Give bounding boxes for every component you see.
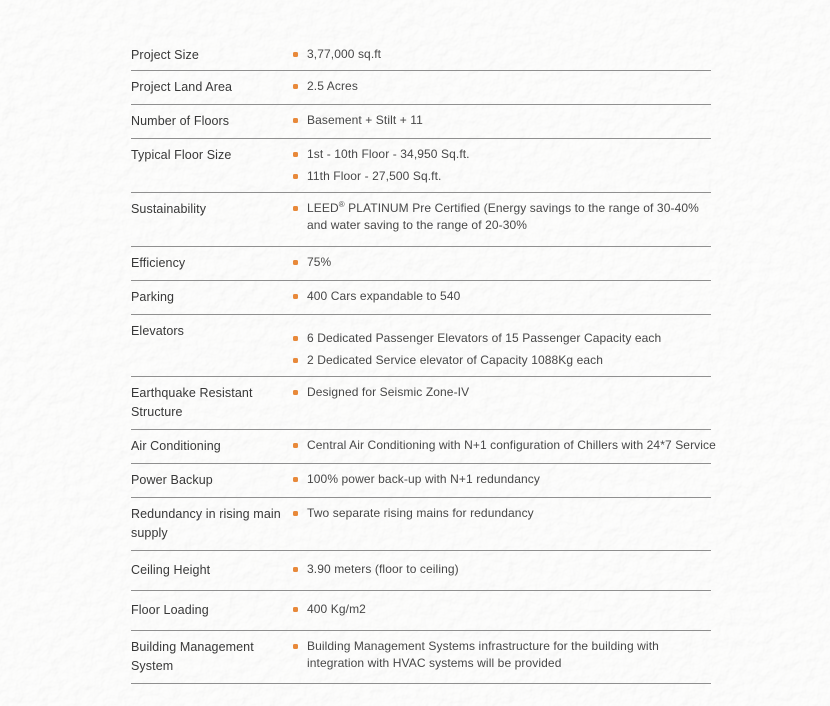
spec-table <box>131 42 716 684</box>
spec-label: Air Conditioning <box>131 439 221 453</box>
bullet-icon <box>293 52 298 57</box>
spec-row <box>131 315 711 377</box>
bullet-icon <box>293 511 298 516</box>
spec-label: Floor Loading <box>131 603 209 617</box>
spec-values <box>291 46 719 63</box>
bullet-icon <box>293 152 298 157</box>
spec-values <box>291 146 719 185</box>
spec-label: Sustainability <box>131 202 207 216</box>
spec-values <box>291 112 719 129</box>
spec-label: Ceiling Height <box>131 563 211 577</box>
spec-values <box>291 322 719 369</box>
spec-label: Number of Floors <box>131 114 230 128</box>
spec-value-item <box>291 46 719 63</box>
spec-row <box>131 591 711 631</box>
spec-values <box>291 254 719 271</box>
spec-label: Parking <box>131 290 175 304</box>
spec-row <box>131 430 716 464</box>
spec-label: Typical Floor Size <box>131 148 232 162</box>
spec-value-text: 2.5 Acres <box>307 79 358 93</box>
bullet-icon <box>293 644 298 649</box>
spec-value-item <box>291 601 719 618</box>
spec-label: Power Backup <box>131 473 213 487</box>
spec-values <box>291 505 719 522</box>
spec-value-item <box>291 146 719 163</box>
bullet-icon <box>293 294 298 299</box>
spec-value-text: 3,77,000 sq.ft <box>307 47 382 61</box>
spec-value-item <box>291 505 719 522</box>
spec-row <box>131 193 711 247</box>
spec-row <box>131 42 711 71</box>
bullet-icon <box>293 477 298 482</box>
spec-value-text: 2 Dedicated Service elevator of Capacity 1088Kg each <box>307 353 604 367</box>
spec-row <box>131 139 711 193</box>
spec-label: Project Size <box>131 48 199 62</box>
spec-row <box>131 247 711 281</box>
spec-row <box>131 631 711 684</box>
spec-row <box>131 105 711 139</box>
spec-value-item <box>291 471 719 488</box>
spec-values <box>291 471 719 488</box>
spec-value-item <box>291 561 719 578</box>
spec-label: Earthquake Resistant Structure <box>131 386 253 419</box>
spec-value-item <box>291 288 719 305</box>
spec-row <box>131 498 711 551</box>
bullet-icon <box>293 358 298 363</box>
spec-label: Elevators <box>131 324 185 338</box>
spec-values <box>291 78 719 95</box>
spec-label: Project Land Area <box>131 80 233 94</box>
bullet-icon <box>293 390 298 395</box>
spec-label: Efficiency <box>131 256 186 270</box>
bullet-icon <box>293 206 298 211</box>
spec-values <box>291 437 719 454</box>
spec-value-text: 75% <box>307 255 332 269</box>
spec-value-text: Two separate rising mains for redundancy <box>307 506 534 520</box>
bullet-icon <box>293 443 298 448</box>
bullet-icon <box>293 84 298 89</box>
spec-value-item <box>291 78 719 95</box>
spec-value-item <box>291 437 719 454</box>
spec-row <box>131 71 711 105</box>
spec-value-item <box>291 384 719 401</box>
spec-value-item <box>291 254 719 271</box>
spec-value-item <box>291 112 719 129</box>
spec-value-item <box>291 330 719 347</box>
spec-values <box>291 200 719 234</box>
spec-label: Building Management System <box>131 640 254 673</box>
spec-label: Redundancy in rising main supply <box>131 507 281 540</box>
bullet-icon <box>293 567 298 572</box>
spec-value-item <box>291 200 719 234</box>
bullet-icon <box>293 607 298 612</box>
bullet-icon <box>293 118 298 123</box>
spec-value-text: 400 Cars expandable to 540 <box>307 289 461 303</box>
spec-value-text: 6 Dedicated Passenger Elevators of 15 Passenger Capacity each <box>307 331 662 345</box>
spec-values <box>291 384 719 401</box>
bullet-icon <box>293 174 298 179</box>
spec-values <box>291 561 719 578</box>
spec-value-item <box>291 352 719 369</box>
spec-row <box>131 377 711 430</box>
spec-value-text: Central Air Conditioning with N+1 configuration of Chillers with 24*7 Service <box>307 438 716 452</box>
spec-values <box>291 638 719 672</box>
spec-value-text: LEED® PLATINUM Pre Certified (Energy savings to the range of 30-40% and water saving to the range of 20-30% <box>307 200 699 232</box>
spec-value-text: Building Management Systems infrastructure for the building with integration with HVAC systems will be provided <box>307 639 659 670</box>
spec-row <box>131 464 711 498</box>
spec-values <box>291 601 719 618</box>
spec-value-text: 1st - 10th Floor - 34,950 Sq.ft. <box>307 147 470 161</box>
spec-value-text: 3.90 meters (floor to ceiling) <box>307 562 459 576</box>
spec-value-text: 100% power back-up with N+1 redundancy <box>307 472 540 486</box>
spec-value-text: 11th Floor - 27,500 Sq.ft. <box>307 169 442 183</box>
spec-values <box>291 288 719 305</box>
bullet-icon <box>293 260 298 265</box>
spec-value-item <box>291 168 719 185</box>
bullet-icon <box>293 336 298 341</box>
spec-value-text: Designed for Seismic Zone-IV <box>307 385 470 399</box>
spec-value-text: Basement + Stilt + 11 <box>307 113 423 127</box>
spec-row <box>131 551 711 591</box>
spec-value-item <box>291 638 719 672</box>
spec-value-text: 400 Kg/m2 <box>307 602 366 616</box>
spec-row <box>131 281 711 315</box>
